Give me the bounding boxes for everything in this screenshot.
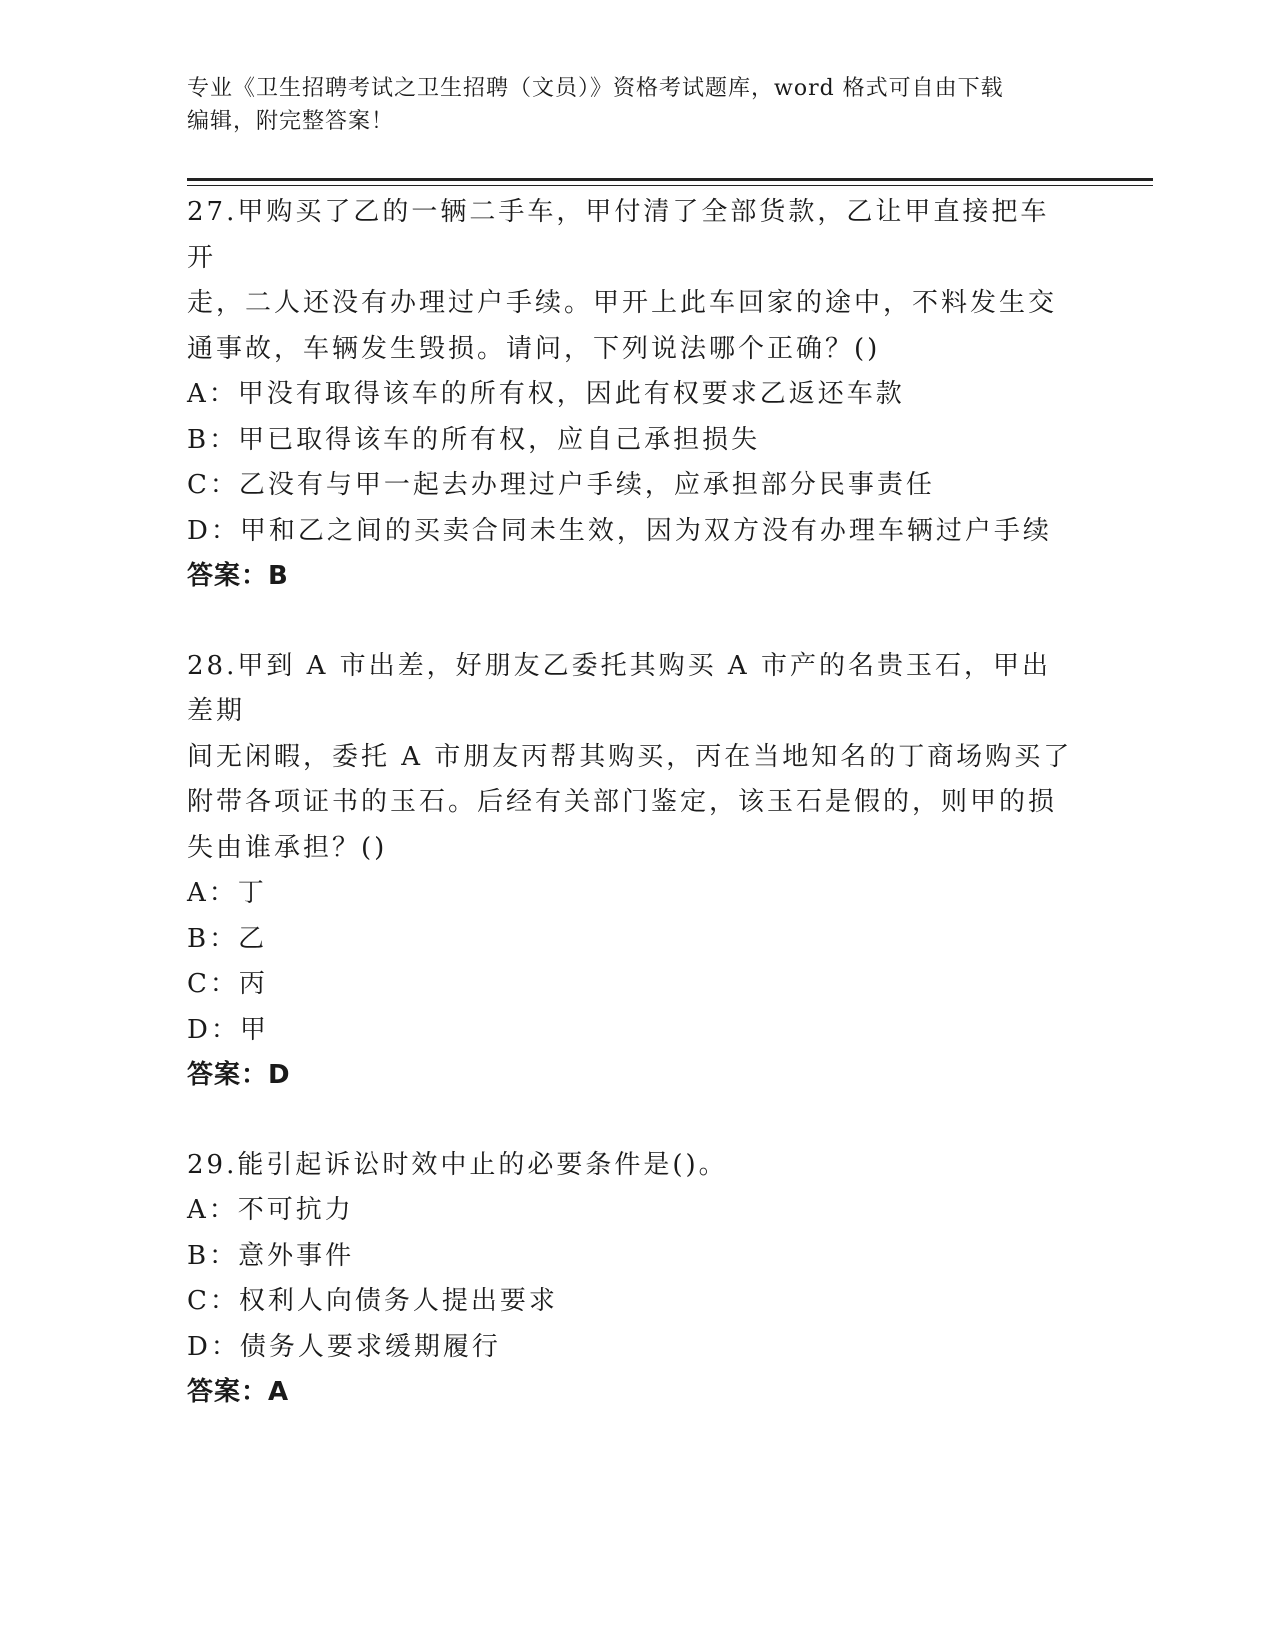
option-a: A：不可抗力 xyxy=(187,1195,354,1225)
question-list xyxy=(187,190,1077,1460)
answer-label: 答案：A xyxy=(187,1377,290,1407)
question-29 xyxy=(187,1143,1077,1416)
option-a: A：甲没有取得该车的所有权，因此有权要求乙返还车款 xyxy=(187,379,905,409)
header-divider-thin xyxy=(187,185,1153,186)
answer-label: 答案：B xyxy=(187,561,289,591)
answer-label: 答案：D xyxy=(187,1060,291,1090)
option-c: C：丙 xyxy=(187,969,268,999)
option-b: B：意外事件 xyxy=(187,1240,355,1271)
option-c: C：乙没有与甲一起去办理过户手续，应承担部分民事责任 xyxy=(187,470,935,500)
question-stem-line: 27.甲购买了乙的一辆二手车，甲付清了全部货款，乙让甲直接把车开 xyxy=(187,197,1050,273)
header-divider-thick xyxy=(187,178,1153,181)
option-b: B：乙 xyxy=(187,923,268,954)
question-stem-line: 通事故，车辆发生毁损。请问，下列说法哪个正确？() xyxy=(187,333,881,364)
option-b: B：甲已取得该车的所有权，应自己承担损失 xyxy=(187,424,761,455)
document-header xyxy=(187,72,1067,138)
question-stem-line: 28.甲到 A 市出差，好朋友乙委托其购买 A 市产的名贵玉石，甲出差期 xyxy=(187,650,1051,726)
question-27 xyxy=(187,190,1077,600)
question-28 xyxy=(187,644,1077,1099)
question-stem-line: 间无闲暇，委托 A 市朋友丙帮其购买，丙在当地知名的丁商场购买了 xyxy=(187,741,1073,772)
header-line-2: 编辑，附完整答案！ xyxy=(187,109,395,134)
question-stem-line: 附带各项证书的玉石。后经有关部门鉴定，该玉石是假的，则甲的损 xyxy=(187,787,1058,817)
option-a: A：丁 xyxy=(187,878,267,908)
header-line-1: 专业《卫生招聘考试之卫生招聘（文员）》资格考试题库，word 格式可自由下载 xyxy=(187,76,1004,101)
question-stem-line: 29.能引起诉讼时效中止的必要条件是()。 xyxy=(187,1149,728,1180)
question-stem-line: 走，二人还没有办理过户手续。甲开上此车回家的途中，不料发生交 xyxy=(187,288,1058,318)
question-stem-line: 失由谁承担？() xyxy=(187,832,388,863)
option-d: D：甲和乙之间的买卖合同未生效，因为双方没有办理车辆过户手续 xyxy=(187,515,1052,546)
option-d: D：债务人要求缓期履行 xyxy=(187,1331,501,1362)
option-d: D：甲 xyxy=(187,1014,269,1045)
option-c: C：权利人向债务人提出要求 xyxy=(187,1286,558,1316)
